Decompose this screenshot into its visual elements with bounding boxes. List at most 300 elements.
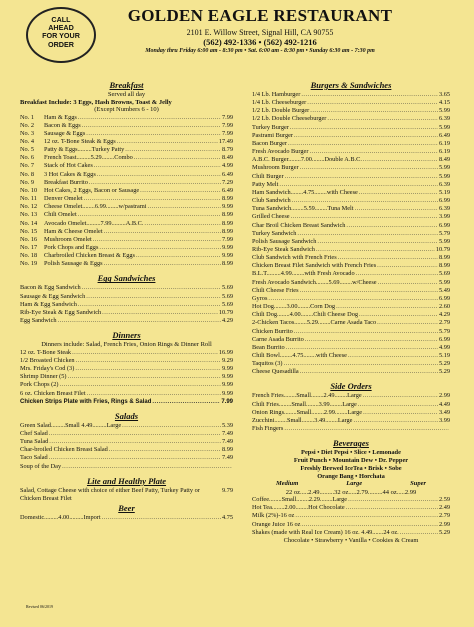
egg-sandwiches-heading <box>20 273 233 284</box>
menu-item-name: Pork Chops and Eggs <box>44 244 99 251</box>
leader-dots <box>307 99 438 107</box>
leader-dots <box>284 425 449 433</box>
menu-item-row <box>20 422 233 430</box>
menu-item-name: Bacon & Eggs <box>44 121 81 129</box>
menu-item-name: Mrs. Friday's Cod (3) <box>20 365 75 373</box>
beverage-line: Fruit Punch • Mountain Dew • Dr. Pepper <box>293 457 409 465</box>
menu-item-name: 1/4 Lb. Hamburger <box>252 91 301 98</box>
menu-item-name: 6 oz. Chicken Breast Filet <box>20 389 86 397</box>
menu-item-row <box>252 409 450 417</box>
menu-item-row <box>20 171 233 179</box>
menu-item-name: A.B.C. Burger........7.00........Double A.B.C. <box>252 156 362 164</box>
menu-item-price: 6.99 <box>438 221 450 229</box>
menu-item-row <box>252 132 450 140</box>
beverage-line: Orange Bang • Horchata <box>317 472 385 480</box>
menu-item-price: 7.99 <box>221 113 233 121</box>
leader-dots <box>72 349 218 357</box>
menu-item-price: 4.99 <box>438 343 450 351</box>
menu-item-price: 2.99 <box>438 392 450 400</box>
menu-item-price: 4.29 <box>221 317 233 325</box>
leader-dots <box>288 140 438 148</box>
menu-item-price: 5.19 <box>438 352 450 359</box>
leader-dots <box>355 205 438 213</box>
menu-item-row <box>20 373 233 381</box>
menu-item-row <box>20 357 233 365</box>
beverages-title: Beverages <box>333 438 369 449</box>
menu-item-row <box>20 349 233 357</box>
menu-item-name: Ham & Eggs <box>44 113 77 121</box>
leader-dots <box>338 254 438 262</box>
menu-item-price: 8.99 <box>221 219 233 227</box>
menu-item-name: Pork Chops (2) <box>20 381 59 389</box>
leader-dots <box>301 521 438 529</box>
menu-item-name: Tuna Salad <box>20 438 49 446</box>
leader-dots <box>140 187 221 195</box>
menu-item-price: 5.69 <box>438 270 450 278</box>
menu-item-name: Turkey Sandwich <box>252 229 297 237</box>
menu-item-price: 2.49 <box>438 504 450 512</box>
menu-item-row <box>20 430 233 438</box>
menu-item-price: 17.49 <box>218 137 233 145</box>
size-large: Large <box>346 480 363 488</box>
menu-item-name: Egg Sandwich <box>20 317 57 325</box>
leader-dots <box>76 357 221 365</box>
menu-item-name: Orange Juice 16 oz <box>252 520 301 528</box>
leader-dots <box>104 228 221 236</box>
menu-item-price: 8.99 <box>438 262 450 270</box>
menu-item-name: Chili Bowl........4.75........with Cheese <box>252 352 347 359</box>
menu-item-price: 8.99 <box>221 195 233 203</box>
burgers-title: Burgers & Sandwiches <box>310 80 392 90</box>
menu-item-name: Stack of Hot Cakes <box>44 162 93 170</box>
menu-item-row <box>20 211 233 219</box>
leader-dots <box>134 154 221 162</box>
menu-item-row <box>252 115 450 123</box>
leader-dots <box>268 295 438 303</box>
menu-item-row <box>20 179 233 187</box>
salads-heading <box>20 411 233 422</box>
menu-item-price: 5.79 <box>438 327 450 335</box>
menu-item-name: Pastrami Burger <box>252 131 293 139</box>
menu-item-name: Ham Sandwich........4.75........with Cheese <box>252 188 358 196</box>
menu-item-price: 7.49 <box>221 438 233 446</box>
leader-dots <box>102 309 218 317</box>
menu-item-price: 5.99 <box>438 278 450 286</box>
menu-item-name: Chili Fries........Small........3.99........Large <box>252 400 357 408</box>
menu-item-name: Char-broiled Chicken Breast Salad <box>20 446 108 454</box>
leader-dots <box>82 284 221 292</box>
leader-dots <box>294 132 438 140</box>
menu-item-row <box>252 99 450 107</box>
leader-dots <box>353 417 438 425</box>
menu-item-row <box>252 425 450 433</box>
menu-item-name: Avocado Omelet.........7.99.........A.B.C. <box>44 219 144 227</box>
leader-dots <box>86 293 221 301</box>
leader-dots <box>327 115 438 123</box>
call-ahead-line: ORDER <box>48 39 74 49</box>
menu-item-name: 2-Chicken Tacos........5.29........Carne Asada Taco <box>252 319 377 327</box>
menu-item-number: No. 19 <box>20 260 38 268</box>
beverages-heading <box>252 438 450 449</box>
menu-item-row <box>252 401 450 409</box>
menu-item-row <box>252 417 450 425</box>
menu-item-row <box>20 195 233 203</box>
menu-item-row <box>252 238 450 246</box>
menu-item-row <box>252 328 450 336</box>
menu-item-name: Coffee........Small........2.29........Large <box>252 496 348 504</box>
menu-item-name: Rib-Eye Steak Sandwich <box>252 245 315 253</box>
menu-item-row <box>20 187 233 195</box>
menu-item-price: 5.29 <box>438 360 450 368</box>
menu-item-price: 5.49 <box>438 286 450 294</box>
menu-item-price: 6.19 <box>438 139 450 147</box>
menu-item-price: 8.99 <box>221 446 233 454</box>
leader-dots <box>75 365 221 373</box>
leader-dots <box>94 162 221 170</box>
menu-item-row <box>252 360 450 368</box>
menu-item-name: Rib-Eye Steak & Egg Sandwich <box>20 308 102 316</box>
menu-item-price: 9.99 <box>221 244 233 251</box>
menu-item-name: Chili Omelet <box>44 211 77 219</box>
menu-item-row <box>20 146 233 154</box>
shake-flavors: Chocolate • Strawberry • Vanilla • Cookies & Cream <box>283 536 419 544</box>
menu-item-price: 6.39 <box>438 180 450 188</box>
leader-dots <box>294 328 438 336</box>
menu-item-row <box>252 344 450 352</box>
menu-item-name: Milk (2%)-16 oz <box>252 512 295 520</box>
menu-item-row <box>252 213 450 221</box>
size-medium: Medium <box>275 480 299 488</box>
menu-item-price: 2.79 <box>438 319 450 327</box>
menu-item-name: French Fries........Small........2.49........Large <box>252 392 362 400</box>
menu-item-price: 5.69 <box>221 292 233 300</box>
menu-item-name: Chef Salad <box>20 430 48 437</box>
menu-item-name: Chili Cheese Fries <box>252 286 299 294</box>
menu-item-price: 3.99 <box>438 416 450 424</box>
menu-item-row <box>252 352 450 360</box>
menu-item-row <box>20 438 233 446</box>
menu-item-name: Patty & Eggs.........Turkey Patty <box>44 146 125 154</box>
menu-item-row <box>20 122 233 130</box>
menu-item-price: 2.60 <box>438 303 450 311</box>
menu-item-number: No. 11 <box>20 195 37 203</box>
menu-item-row <box>20 220 233 228</box>
restaurant-address: 2101 E. Willow Street, Signal Hill, CA 90755 <box>186 28 334 37</box>
menu-item-row <box>252 270 450 278</box>
menu-item-price: 6.39 <box>438 205 450 213</box>
size-super: Super <box>410 480 426 488</box>
menu-item-number: No. 2 <box>20 121 34 129</box>
leader-dots <box>89 179 221 187</box>
menu-item-price: 8.99 <box>221 260 233 268</box>
menu-item-price: 2.99 <box>438 520 450 528</box>
menu-item-price: 4.49 <box>438 400 450 408</box>
menu-item-name: B.L.T.........4.99........with Fresh Avocado <box>252 270 355 278</box>
menu-item-row <box>252 287 450 295</box>
menu-item-name: Gyros <box>252 294 268 302</box>
leader-dots <box>378 279 438 287</box>
menu-item-name: Taco Salad <box>20 454 48 462</box>
leader-dots <box>87 390 221 398</box>
menu-item-row <box>252 246 450 254</box>
menu-item-price: 9.99 <box>221 252 233 260</box>
beer-heading <box>20 503 233 514</box>
menu-item-price: 7.99 <box>221 398 233 405</box>
menu-item-row <box>20 284 233 292</box>
leader-dots <box>84 195 221 203</box>
leader-dots <box>301 91 438 99</box>
menu-item-price: 10.79 <box>435 245 450 253</box>
leader-dots <box>336 303 438 311</box>
breakfast-title: Breakfast <box>109 80 144 90</box>
menu-item-number: No. 5 <box>20 146 34 154</box>
side-orders-title: Side Orders <box>330 381 372 392</box>
menu-item-row <box>252 496 450 504</box>
leader-dots <box>78 301 221 309</box>
menu-item-row <box>20 317 233 325</box>
menu-item-row <box>20 228 233 236</box>
menu-item-row <box>20 309 233 317</box>
leader-dots <box>310 107 438 115</box>
leader-dots <box>104 260 221 268</box>
menu-item-number: No. 3 <box>20 129 34 137</box>
menu-item-price: 7.49 <box>221 430 233 437</box>
leader-dots <box>147 203 220 211</box>
menu-item-name: Patty Melt <box>252 180 279 188</box>
menu-item-row <box>252 392 450 400</box>
menu-item-price: 6.49 <box>221 170 233 178</box>
menu-item-name: Cheese Quesadilla <box>252 368 299 376</box>
menu-item-price: 6.99 <box>438 294 450 302</box>
beverages-list <box>252 496 450 537</box>
menu-item-row <box>252 230 450 238</box>
menu-item-row <box>252 124 450 132</box>
menu-item-name: 12 oz. T-Bone Steak <box>20 348 72 356</box>
leader-dots <box>295 512 438 520</box>
menu-item-name: Sausage & Eggs <box>44 129 86 137</box>
dinners-title: Dinners <box>112 330 141 341</box>
menu-item-price: 8.99 <box>221 227 233 235</box>
menu-item-name: Fresh Avocado Burger <box>252 148 309 156</box>
menu-item-price: 5.29 <box>438 368 450 376</box>
leader-dots <box>346 222 438 230</box>
menu-item-price: 7.29 <box>221 178 233 186</box>
menu-item-number: No. 1 <box>20 113 34 121</box>
menu-item-row <box>252 181 450 189</box>
menu-item-name: Polish Sausage & Eggs <box>44 260 103 268</box>
menu-item-number: No. 17 <box>20 244 38 251</box>
menu-item-price: 7.99 <box>221 235 233 243</box>
breakfast-note2: (Except Numbers 6 - 10) <box>94 106 159 113</box>
leader-dots <box>82 122 221 130</box>
leader-dots <box>305 336 438 344</box>
menu-item-name: Charbroiled Chicken Breast & Eggs <box>44 252 135 260</box>
menu-item-row <box>20 162 233 170</box>
menu-item-name: 1/2 Lb. Double Cheeseburger <box>252 115 327 123</box>
menu-item-row <box>20 463 233 471</box>
menu-item-row <box>20 454 233 462</box>
beverage-size-prices: 22 oz.....2.49.........32 oz.....2.79.........44 oz.....2.99 <box>285 488 417 496</box>
menu-item-name: Taquitos (3) <box>252 360 283 368</box>
lite-row <box>20 487 233 503</box>
menu-item-row <box>252 295 450 303</box>
menu-item-row <box>20 203 233 211</box>
leader-dots <box>102 514 221 522</box>
menu-item-row <box>20 236 233 244</box>
beer-title: Beer <box>118 503 135 514</box>
leader-dots <box>59 381 220 389</box>
menu-item-row <box>252 279 450 287</box>
menu-item-row <box>20 114 233 122</box>
call-ahead-badge <box>26 7 96 63</box>
chicken-strips-row <box>20 398 233 406</box>
leader-dots <box>297 230 438 238</box>
menu-item-number: No. 8 <box>20 170 34 178</box>
beer-list <box>20 514 233 522</box>
menu-item-row <box>20 390 233 398</box>
menu-item-price: 4.15 <box>438 99 450 107</box>
breakfast-note: Breakfast Include: 3 Eggs, Hash Browns, Toast & Jelly <box>20 98 172 106</box>
menu-item-row <box>20 244 233 252</box>
menu-item-name: Bacon & Egg Sandwich <box>20 284 81 292</box>
call-ahead-line: CALL <box>51 15 71 24</box>
menu-item-number: No. 4 <box>20 137 34 145</box>
leader-dots <box>291 213 438 221</box>
menu-item-price: 6.99 <box>438 197 450 205</box>
menu-item-name: 3 Hot Cakes & Eggs <box>44 170 96 178</box>
leader-dots <box>86 130 221 138</box>
beverage-line: Freshly Brewed IceTea • Brisk • Sobe <box>300 464 402 472</box>
leader-dots <box>363 156 438 164</box>
lite-heading <box>20 476 233 487</box>
menu-item-name: Domestic.........4.00.........Import <box>20 514 101 522</box>
menu-item-price: 5.99 <box>438 107 450 115</box>
revision-note: Revised 06/2019 <box>26 604 53 609</box>
menu-item-name: Green Salad.........Small 4.49.........Large <box>20 421 122 429</box>
menu-item-name: Grilled Cheese <box>252 213 290 221</box>
menu-item-price: 6.49 <box>438 131 450 139</box>
leader-dots <box>358 401 438 409</box>
leader-dots <box>316 246 435 254</box>
menu-item-price: 4.75 <box>221 514 233 522</box>
menu-item-price: 8.49 <box>221 154 233 162</box>
menu-item-name: Chicken Burrito <box>252 327 293 335</box>
menu-item-row <box>20 365 233 373</box>
menu-item-row <box>252 164 450 172</box>
menu-item-row <box>20 138 233 146</box>
menu-item-name: Ham & Cheese Omelet <box>44 227 103 235</box>
side-orders-list <box>252 392 450 433</box>
menu-item-name: Hot Cakes, 2 Eggs, Bacon or Sausage <box>44 186 140 194</box>
dinners-list <box>20 349 233 398</box>
menu-item-name: Fish Fingers <box>252 425 284 433</box>
menu-item-row <box>252 319 450 327</box>
egg-sandwiches-list <box>20 284 233 325</box>
menu-item-name: Turkey Burger <box>252 123 289 131</box>
menu-item-price: 7.99 <box>221 121 233 129</box>
leader-dots <box>348 352 438 360</box>
menu-item-number: No. 9 <box>20 178 34 186</box>
leader-dots <box>317 238 438 246</box>
menu-item-price: 5.19 <box>438 188 450 196</box>
breakfast-list <box>20 114 233 269</box>
menu-item-name: Mushroom Omelet <box>44 235 92 243</box>
menu-item-price: 9.99 <box>221 389 233 397</box>
menu-item-row <box>20 446 233 454</box>
menu-item-price: 6.49 <box>221 186 233 194</box>
leader-dots <box>125 146 221 154</box>
menu-item-row <box>252 173 450 181</box>
menu-item-price: 3.65 <box>438 91 450 98</box>
menu-item-row <box>252 311 450 319</box>
menu-item-price: 9.99 <box>221 381 233 389</box>
burgers-list <box>252 91 450 376</box>
menu-item-row <box>252 148 450 156</box>
call-ahead-line: AHEAD <box>48 23 74 33</box>
dinners-heading <box>20 330 233 341</box>
menu-item-price: 4.99 <box>221 162 233 170</box>
menu-item-name: Bacon Burger <box>252 139 288 147</box>
leader-dots <box>144 220 221 228</box>
leader-dots <box>109 446 221 454</box>
menu-item-name: Soup of the Day <box>20 462 62 470</box>
leader-dots <box>400 529 438 537</box>
leader-dots <box>363 409 438 417</box>
menu-item-number: No. 18 <box>20 252 38 260</box>
menu-item-number: No. 14 <box>20 219 38 227</box>
leader-dots <box>348 496 438 504</box>
leader-dots <box>68 373 221 381</box>
menu-item-row <box>252 156 450 164</box>
menu-item-price: 16.99 <box>218 348 233 356</box>
leader-dots <box>78 114 221 122</box>
menu-item-row <box>252 336 450 344</box>
menu-item-price: 7.99 <box>221 129 233 137</box>
menu-item-row <box>252 189 450 197</box>
leader-dots <box>97 171 221 179</box>
menu-item-row <box>252 529 450 537</box>
leader-dots <box>62 463 232 471</box>
menu-item-name: Club Sandwich <box>252 197 291 205</box>
menu-item-name: Hot Dog........3.00........Corn Dog <box>252 303 336 311</box>
menu-item-price: 5.99 <box>438 172 450 180</box>
menu-item-name: Onion Rings........Small........2.99........Large <box>252 408 363 416</box>
menu-item-price: 6.99 <box>438 335 450 343</box>
menu-item-row <box>20 381 233 389</box>
menu-item-name: Chicken Strips Plate with Fries, Rings & Salad <box>20 398 152 405</box>
leader-dots <box>300 287 438 295</box>
lite-note: Salad, Cottage Cheese with choice of either Beef Patty, Turkey Patty or Chicken Breast Filet <box>20 486 200 502</box>
menu-item-name: Ham & Egg Sandwich <box>20 300 77 308</box>
leader-dots <box>136 252 221 260</box>
menu-item-name: Sausage & Egg Sandwich <box>20 292 86 300</box>
menu-item-price: 7.49 <box>221 454 233 462</box>
leader-dots <box>363 392 438 400</box>
menu-item-name: Char Broil Chicken Breast Sandwich <box>252 221 346 229</box>
menu-item-price: 5.99 <box>438 237 450 245</box>
menu-item-name: Fresh Avocado Sandwich........5.69........w/Cheese <box>252 278 377 286</box>
menu-item-price: 8.99 <box>438 254 450 262</box>
menu-item-price: 4.29 <box>438 311 450 319</box>
burgers-heading <box>252 80 450 91</box>
menu-item-row <box>252 107 450 115</box>
leader-dots <box>78 211 221 219</box>
lite-price: 9.79 <box>221 486 233 494</box>
menu-item-row <box>252 140 450 148</box>
leader-dots <box>284 360 438 368</box>
menu-item-row <box>252 222 450 230</box>
menu-item-price: 5.79 <box>438 229 450 237</box>
